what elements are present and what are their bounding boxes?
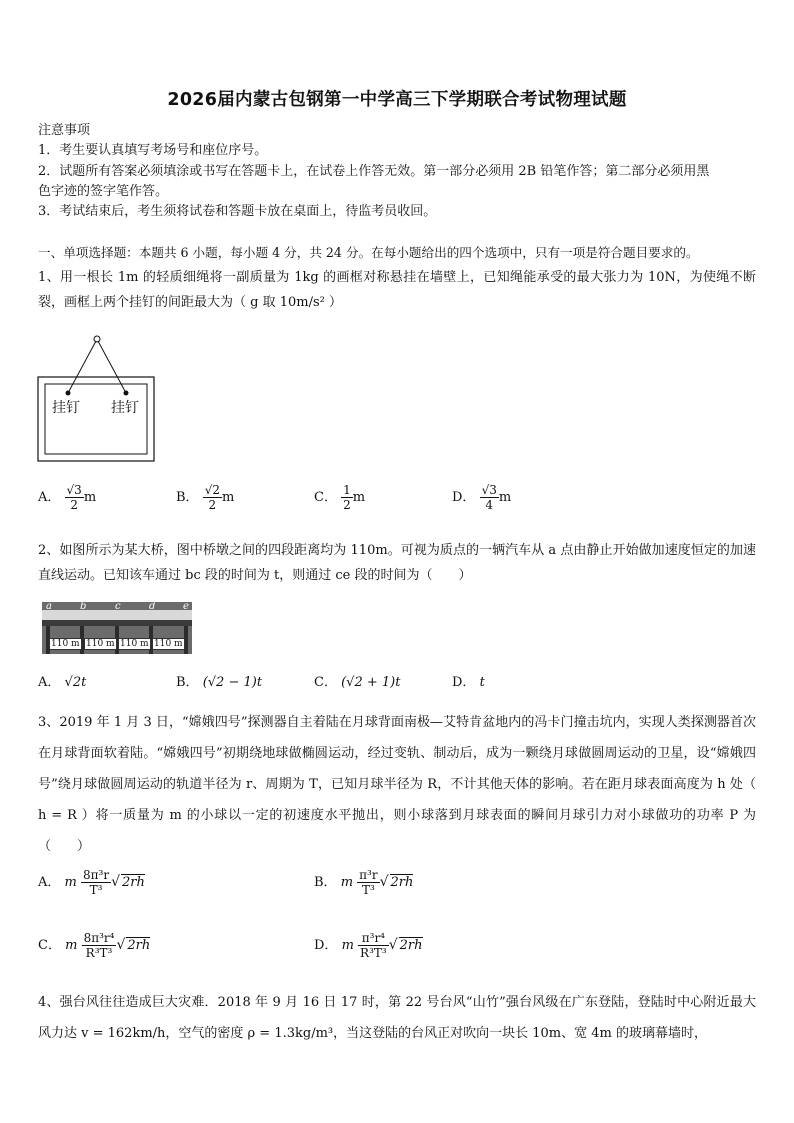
notice-item: 3．考试结束后，考生须将试卷和答题卡放在桌面上，待监考员收回。 <box>38 204 437 219</box>
question-2-text: 2、如图所示为某大桥，图中桥墩之间的四段距离均为 110m。可视为质点的一辆汽车从 a 点由静止开始做加速度恒定的加速直线运动。已知该车通过 bc 段的时间为 t，则通过 ce 段的时间为（ ） <box>38 543 756 583</box>
q3-option-d[interactable]: D． m $\frac{\text{π³r⁴}}{\text{R³T³}}$ √ 2rh <box>314 931 423 960</box>
point-label-e: e <box>183 601 189 612</box>
question-3-text: 3、2019 年 1 月 3 日，“嫦娥四号”探测器自主着陆在月球背面南极—艾特肯盆地内的冯卡门撞击坑内，实现人类探测器首次在月球背面软着陆。“嫦娥四号”初期绕地球做椭圆运动，经过变轨、制动后，成为一颗绕月球做圆周运动的卫星，设“嫦娥四号”绕月球做圆周运动的轨道半径为 r、周期为 T，已知月球半径为 R，不计其他天体的影响。若在距月球表面高度为 h 处（ h = R ）将一质量为 m 的小球以一定的初速度水平抛出，则小球落到月球表面的瞬间月球引力对小球做功的功率 P 为（ ） <box>38 715 756 854</box>
notice-item: 色字迹的签字笔作答。 <box>38 184 169 199</box>
point-label-d: d <box>149 601 156 612</box>
q3-option-a[interactable]: A． m $\frac{\text{8π³r}}{\text{T³}}$ √ 2rh <box>38 868 145 897</box>
segment-label: 110 m <box>154 639 183 649</box>
notice-item: 2．试题所有答案必须填涂或书写在答题卡上，在试卷上作答无效。第一部分必须用 2B 铅笔作答；第二部分必须用黑 <box>38 164 710 179</box>
point-label-b: b <box>80 601 87 612</box>
notice-heading: 注意事项 <box>38 123 91 138</box>
notice-item: 1．考生要认真填写考场号和座位序号。 <box>38 143 268 158</box>
q3-option-c[interactable]: C． m $\frac{\text{8π³r⁴}}{\text{R³T³}}$ √ 2rh <box>38 931 151 960</box>
q1-option-d[interactable]: D． $\frac{√3}{4}$ m <box>452 483 512 512</box>
question-1-text: 1、用一根长 1m 的轻质细绳将一副质量为 1kg 的画框对称悬挂在墙壁上，已知绳能承受的最大张力为 10N，为使绳不断裂，画框上两个挂钉的间距最大为（ g 取 10m/s² ） <box>38 270 756 310</box>
section-heading: 一、单项选择题：本题共 6 小题，每小题 4 分，共 24 分。在每小题给出的四个选项中，只有一项是符合题目要求的。 <box>38 245 699 260</box>
segment-label: 110 m <box>120 639 149 649</box>
q2-option-d[interactable]: D． t <box>452 675 485 690</box>
q1-option-c[interactable]: C． $\frac{1}{2}$ m <box>314 483 366 512</box>
point-label-a: a <box>46 601 52 612</box>
q1-option-a[interactable]: A． $\frac{√3}{2}$ m <box>38 483 97 512</box>
q1-option-b[interactable]: B． $\frac{√2}{2}$ m <box>176 483 235 512</box>
segment-label: 110 m <box>86 639 115 649</box>
q3-option-b[interactable]: B． m $\frac{\text{π³r}}{\text{T³}}$ √ 2rh <box>314 868 414 897</box>
nail-label-left: 挂钉 <box>52 400 80 416</box>
page-title: 2026届内蒙古包钢第一中学高三下学期联合考试物理试题 <box>167 90 627 110</box>
segment-label: 110 m <box>51 639 80 649</box>
question-4-text: 4、强台风往往造成巨大灾难．2018 年 9 月 16 日 17 时，第 22 号台风“山竹”强台风级在广东登陆，登陆时中心附近最大风力达 v = 162km/h，空气的密度 ρ = 1.3kg/m³，当这登陆的台风正对吹向一块长 10m、宽 4m 的玻璃幕墙时， <box>38 995 756 1041</box>
q2-option-a[interactable]: A． √2t <box>38 675 87 690</box>
q2-option-b[interactable]: B． (√2 − 1)t <box>176 675 263 690</box>
point-label-c: c <box>115 601 121 612</box>
q2-option-c[interactable]: C． (√2 + 1)t <box>314 675 401 690</box>
nail-label-right: 挂钉 <box>111 400 139 416</box>
